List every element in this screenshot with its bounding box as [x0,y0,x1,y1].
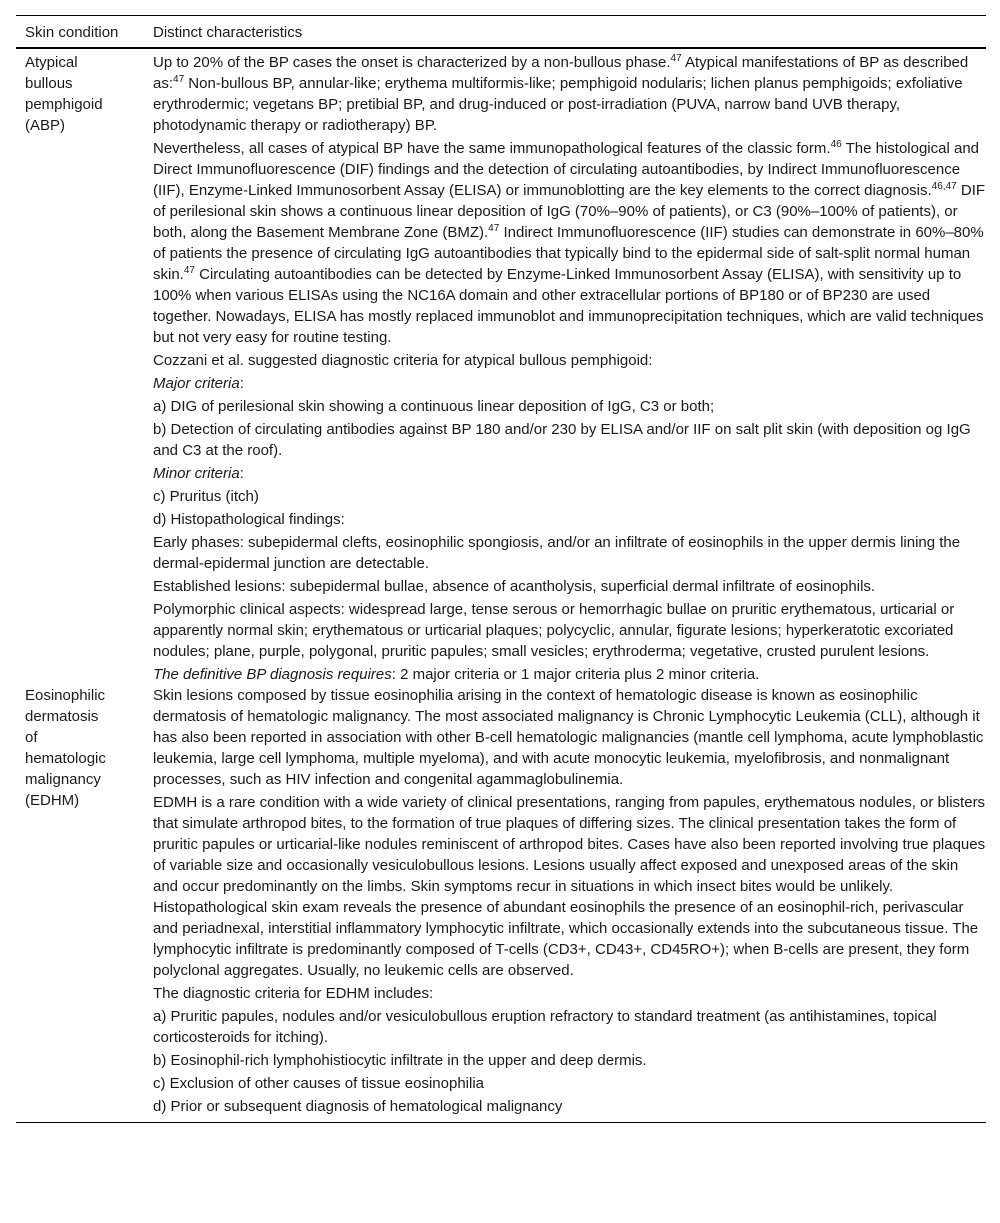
major-criteria-heading: Major criteria: [153,375,244,392]
paragraph: Early phases: subepidermal clefts, eosinophilic spongiosis, and/or an infiltrate of eosinophils in the upper dermis lining the dermal-epidermal junction are detectable. [153,534,961,572]
criteria-item: d) Prior or subsequent diagnosis of hematological malignancy [153,1098,563,1115]
skin-conditions-table [16,15,986,1123]
citation: 47 [173,74,185,85]
characteristics-cell-edhm [144,685,986,1123]
paragraph: Established lesions: subepidermal bullae, absence of acantholysis, superficial dermal infiltrate of eosinophils. [153,578,876,595]
minor-criteria-heading: Minor criteria: [153,465,244,482]
criteria-item: c) Pruritus (itch) [153,488,259,505]
citation: 46,47 [931,181,957,192]
criteria-item: b) Eosinophil-rich lymphohistiocytic infiltrate in the upper and deep dermis. [153,1052,647,1069]
criteria-item: a) DIG of perilesional skin showing a continuous linear deposition of IgG, C3 or both; [153,398,715,415]
table-header-row [16,16,986,49]
criteria-item: c) Exclusion of other causes of tissue eosinophilia [153,1075,485,1092]
diagnosis-requirement: The definitive BP diagnosis requires: 2 major criteria or 1 major criteria plus 2 minor criteria. [153,666,760,683]
table-row [16,685,986,1123]
citation: 47 [183,265,195,276]
condition-line: dermatosis [25,708,99,725]
paragraph: The diagnostic criteria for EDHM includes: [153,985,434,1002]
condition-line: of [25,729,38,746]
condition-line: Eosinophilic [25,687,106,704]
paragraph: Skin lesions composed by tissue eosinophilia arising in the context of hematologic disease is known as eosinophilic dermatosis of hematologic malignancy. The most associated malignancy is Chronic Lymphocytic Leukemia (CLL), although it has also been reported in association with other B-cell hematologic malignancies (mantle cell lymphoma, acute lymphoblastic leukemia, large cell lymphoma, multiple myeloma), and with acute monocytic leukemia, myelofibrosis, and nonmalignant processes, such as HIV infection and congenital agammaglobulinemia. [153,687,984,788]
paragraph: Polymorphic clinical aspects: widespread large, tense serous or hemorrhagic bullae on pruritic erythematous, urticarial or apparently normal skin; erythematous or urticarial plaques; polycyclic, annular, figurate lesions; hyperkeratotic excoriated nodules; plane, purple, polygonal, pruritic papules; small vesicles; erythroderma; vegetative, crusted purulent lesions. [153,601,955,660]
condition-line: pemphigoid [25,96,103,113]
citation: 46 [830,139,842,150]
criteria-item: a) Pruritic papules, nodules and/or vesiculobullous eruption refractory to standard treatment (as antihistamines, topical corticosteroids for itching). [153,1008,937,1046]
condition-line: (EDHM) [25,792,80,809]
condition-line: (ABP) [25,117,66,134]
criteria-item: d) Histopathological findings: [153,511,345,528]
condition-line: bullous [25,75,73,92]
condition-cell-edhm [16,685,144,1123]
condition-cell-abp [16,48,144,685]
header-skin-condition: Skin condition [16,16,144,49]
condition-line: hematologic [25,750,106,767]
condition-line: malignancy [25,771,101,788]
citation: 47 [488,223,500,234]
paragraph: EDMH is a rare condition with a wide variety of clinical presentations, ranging from papules, erythematous nodules, or blisters that simulate arthropod bites, to the formation of true plaques of differing sizes. The clinical presentation takes the form of pruritic papules or urticarial-like nodules reminiscent of arthropod bites. Cases have also been reported involving true plaques of variable size and occasionally vesiculobullous lesions. Lesions usually affect exposed and unexposed areas of the skin and occur predominantly on the limbs. Skin symptoms recur in situations in which insect bites would be unlikely. Histopathological skin exam reveals the presence of abundant eosinophils the presence of an eosinophil-rich, perivascular and periadnexal, interstitial inflammatory lymphocytic infiltrate, which occasionally extends into the subcutaneous tissue. The lymphocytic infiltrate is predominantly composed of T-cells (CD3+, CD43+, CD45RO+); when B-cells are present, they form polyclonal aggregates. Usually, no leukemic cells are observed. [153,794,986,979]
paragraph: Nevertheless, all cases of atypical BP have the same immunopathological features of the classic form.$^{46}$ The histological and Direct Immunofluorescence (DIF) findings and the detection of circulating autoantibodies, by Indirect Immunofluorescence (IIF), Enzyme-Linked Immunosorbent Assay (ELISA) or immunoblotting are the key elements to the correct diagnosis.$^{46,47}$ DIF of perilesional skin shows a continuous linear deposition of IgG (70%–90% of patients), or C3 (90%–100% of patients), or both, along the Basement Membrane Zone (BMZ).$^{47}$ Indirect Immunofluorescence (IIF) studies can demonstrate in 60%–80% of patients the presence of circulating IgG autoantibodies that typically bind to the epidermal side of salt-split normal human skin.$^{47}$ Circulating autoantibodies can be detected by Enzyme-Linked Immunosorbent Assay (ELISA), with sensitivity up to 100% when various ELISAs using the NC16A domain and other extracellular portions of BP180 or of BP230 are used together. Nowadays, ELISA has mostly replaced immunoblot and immunoprecipitation techniques, which are valid techniques but not very easy for routine testing. [153,139,986,346]
header-distinct-characteristics: Distinct characteristics [144,16,986,49]
characteristics-cell-abp [144,48,986,685]
document-page [16,15,986,1123]
citation: 47 [670,53,682,64]
criteria-item: b) Detection of circulating antibodies against BP 180 and/or 230 by ELISA and/or IIF on salt plit skin (with deposition og IgG and C3 at the roof). [153,421,971,459]
table-row [16,48,986,685]
condition-line: Atypical [25,54,78,71]
paragraph: Cozzani et al. suggested diagnostic criteria for atypical bullous pemphigoid: [153,352,653,369]
paragraph: Up to 20% of the BP cases the onset is characterized by a non-bullous phase.$^{47}$ Atypical manifestations of BP as described as:$^{47}$ Non-bullous BP, annular-like; erythema multiformis-like; pemphigoid nodularis; lichen planus pemphigoids; exfoliative erythrodermic; vegetans BP; pretibial BP, and drug-induced or post-irradiation (PUVA, narrow band UVB therapy, photodynamic therapy or radiotherapy) BP. [153,53,969,134]
